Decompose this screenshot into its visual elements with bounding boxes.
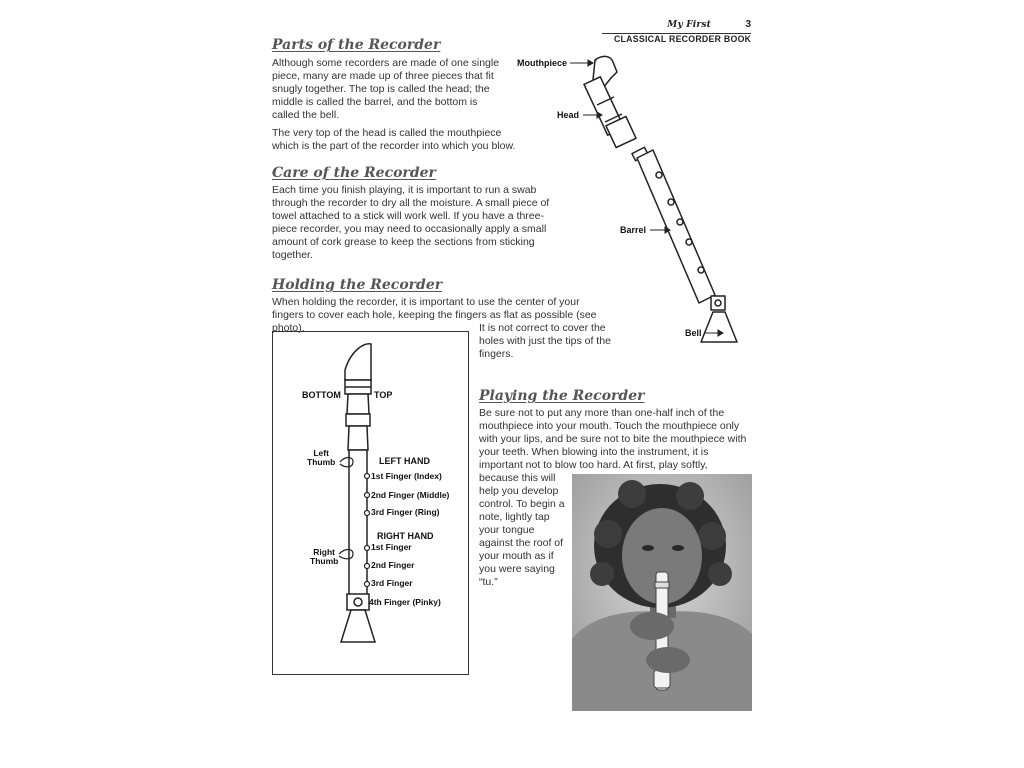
parts-paragraph-2: The very top of the head is called the mouthpiece which is the part of the recorder into which you blow. <box>272 127 516 152</box>
head-label: Head <box>557 110 580 120</box>
fingering-diagram <box>272 331 469 675</box>
right-1st-finger-label: 1st Finger <box>371 542 412 552</box>
right-thumb-label: Right Thumb <box>310 547 339 566</box>
holding-paragraph-2: It is not correct to cover the holes with just the tips of the fingers. <box>479 322 611 360</box>
series-name: My First <box>667 20 711 30</box>
care-paragraph: Each time you finish playing, it is important to run a swab through the recorder to dry all the moisture. A small piece of towel attached to a stick will work well. If you have a three-piece recorder, you may need to occasionally apply a small amount of cork grease to keep the sections from sticking together. <box>272 184 550 261</box>
barrel-label: Barrel <box>620 225 647 235</box>
mouthpiece-label: Mouthpiece <box>517 58 568 68</box>
book-title: CLASSICAL RECORDER BOOK <box>613 34 751 45</box>
bell-label: Bell <box>685 328 702 338</box>
child-playing-photo <box>572 474 752 711</box>
parts-heading: Parts of the Recorder <box>272 37 441 53</box>
right-hand-label: RIGHT HAND <box>377 531 434 541</box>
left-3rd-finger-label: 3rd Finger (Ring) <box>371 507 440 517</box>
recorder-head-drawing <box>584 56 636 147</box>
left-hand-label: LEFT HAND <box>379 456 430 466</box>
fingering-recorder-drawing <box>273 332 468 674</box>
left-1st-finger-label: 1st Finger (Index) <box>371 471 442 481</box>
top-label: TOP <box>374 390 393 400</box>
left-2nd-finger-label: 2nd Finger (Middle) <box>371 490 450 500</box>
left-thumb-label: Left Thumb <box>307 448 336 467</box>
right-3rd-finger-label: 3rd Finger <box>371 578 413 588</box>
page-number: 3 <box>745 19 751 30</box>
holding-paragraph-1: When holding the recorder, it is important to use the center of your fingers to cover each hole, keeping the fingers as flat as possible (see photo). <box>272 296 597 334</box>
playing-paragraph-1: Be sure not to put any more than one-half inch of the mouthpiece into your mouth. Touch the mouthpiece only with your lips, and be sure not to bite the mouthpiece with your teeth. When blowing into the instrument, it is important not to blow too hard. At first, play softly, <box>479 407 747 471</box>
running-head <box>602 14 751 45</box>
holding-heading: Holding the Recorder <box>272 277 443 293</box>
playing-paragraph-2: because this will help you develop control. To begin a note, lightly tap your tongue against the roof of your mouth as if you were saying “tu.” <box>479 472 565 588</box>
child-playing-illustration <box>572 474 752 711</box>
care-heading: Care of the Recorder <box>272 165 436 181</box>
right-4th-finger-label: 4th Finger (Pinky) <box>369 597 441 607</box>
playing-heading: Playing the Recorder <box>479 388 645 404</box>
bottom-label: BOTTOM <box>302 390 341 400</box>
recorder-parts-illustration <box>515 50 760 355</box>
right-2nd-finger-label: 2nd Finger <box>371 560 415 570</box>
parts-paragraph-1: Although some recorders are made of one single piece, many are made up of three pieces that fit snugly together. The top is called the head; the middle is called the barrel, and the bottom is called the bell. <box>272 57 500 121</box>
